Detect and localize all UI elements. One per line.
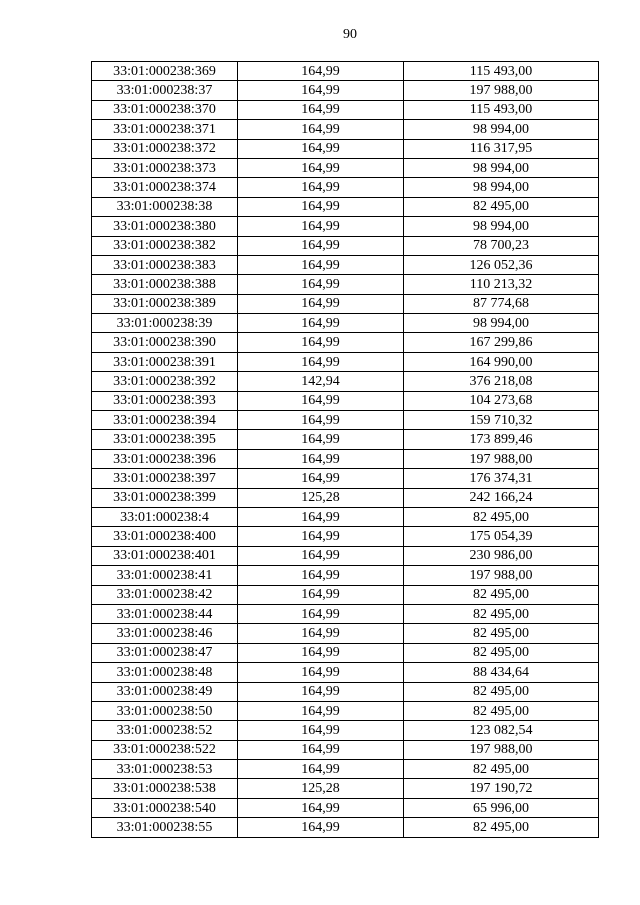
value-cell: 110 213,32 — [404, 275, 599, 294]
table-row — [92, 643, 599, 662]
value-cell: 123 082,54 — [404, 721, 599, 740]
rate-cell: 164,99 — [238, 294, 404, 313]
table-row — [92, 275, 599, 294]
value-cell: 176 374,31 — [404, 469, 599, 488]
value-cell: 78 700,23 — [404, 236, 599, 255]
value-cell: 173 899,46 — [404, 430, 599, 449]
value-cell: 104 273,68 — [404, 391, 599, 410]
rate-cell: 164,99 — [238, 333, 404, 352]
rate-cell: 164,99 — [238, 178, 404, 197]
value-cell: 87 774,68 — [404, 294, 599, 313]
rate-cell: 164,99 — [238, 624, 404, 643]
table-row — [92, 139, 599, 158]
table-row — [92, 81, 599, 100]
table-row — [92, 294, 599, 313]
cadastral-number-cell: 33:01:000238:39 — [92, 314, 238, 333]
rate-cell: 164,99 — [238, 721, 404, 740]
cadastral-number-cell: 33:01:000238:47 — [92, 643, 238, 662]
rate-cell: 164,99 — [238, 120, 404, 139]
cadastral-number-cell: 33:01:000238:390 — [92, 333, 238, 352]
cadastral-number-cell: 33:01:000238:46 — [92, 624, 238, 643]
cadastral-number-cell: 33:01:000238:397 — [92, 469, 238, 488]
table-row — [92, 469, 599, 488]
cadastral-number-cell: 33:01:000238:389 — [92, 294, 238, 313]
table-row — [92, 197, 599, 216]
rate-cell: 164,99 — [238, 100, 404, 119]
cadastral-number-cell: 33:01:000238:380 — [92, 217, 238, 236]
rate-cell: 164,99 — [238, 139, 404, 158]
value-cell: 82 495,00 — [404, 818, 599, 837]
value-cell: 82 495,00 — [404, 585, 599, 604]
value-cell: 65 996,00 — [404, 798, 599, 817]
cadastral-number-cell: 33:01:000238:399 — [92, 488, 238, 507]
rate-cell: 164,99 — [238, 62, 404, 81]
rate-cell: 164,99 — [238, 197, 404, 216]
table-row — [92, 721, 599, 740]
value-cell: 98 994,00 — [404, 217, 599, 236]
rate-cell: 164,99 — [238, 527, 404, 546]
value-cell: 82 495,00 — [404, 701, 599, 720]
cadastral-number-cell: 33:01:000238:4 — [92, 507, 238, 526]
table-row — [92, 566, 599, 585]
rate-cell: 142,94 — [238, 372, 404, 391]
value-cell: 115 493,00 — [404, 62, 599, 81]
cadastral-number-cell: 33:01:000238:371 — [92, 120, 238, 139]
table-row — [92, 585, 599, 604]
rate-cell: 164,99 — [238, 255, 404, 274]
table-row — [92, 527, 599, 546]
cadastral-number-cell: 33:01:000238:37 — [92, 81, 238, 100]
cadastral-number-cell: 33:01:000238:391 — [92, 352, 238, 371]
cadastral-value-table — [91, 61, 599, 838]
value-cell: 197 988,00 — [404, 81, 599, 100]
rate-cell: 164,99 — [238, 449, 404, 468]
value-cell: 82 495,00 — [404, 682, 599, 701]
cadastral-number-cell: 33:01:000238:388 — [92, 275, 238, 294]
table-row — [92, 178, 599, 197]
rate-cell: 164,99 — [238, 391, 404, 410]
cadastral-number-cell: 33:01:000238:383 — [92, 255, 238, 274]
table-row — [92, 604, 599, 623]
table-row — [92, 546, 599, 565]
table-row — [92, 120, 599, 139]
value-cell: 98 994,00 — [404, 178, 599, 197]
value-cell: 197 190,72 — [404, 779, 599, 798]
table-row — [92, 314, 599, 333]
table-row — [92, 372, 599, 391]
cadastral-number-cell: 33:01:000238:372 — [92, 139, 238, 158]
cadastral-number-cell: 33:01:000238:374 — [92, 178, 238, 197]
cadastral-number-cell: 33:01:000238:393 — [92, 391, 238, 410]
cadastral-number-cell: 33:01:000238:53 — [92, 760, 238, 779]
value-cell: 159 710,32 — [404, 411, 599, 430]
table-row — [92, 255, 599, 274]
rate-cell: 164,99 — [238, 275, 404, 294]
cadastral-number-cell: 33:01:000238:395 — [92, 430, 238, 449]
value-cell: 126 052,36 — [404, 255, 599, 274]
cadastral-number-cell: 33:01:000238:41 — [92, 566, 238, 585]
table-row — [92, 779, 599, 798]
rate-cell: 164,99 — [238, 643, 404, 662]
table-row — [92, 818, 599, 837]
cadastral-number-cell: 33:01:000238:392 — [92, 372, 238, 391]
table-row — [92, 217, 599, 236]
rate-cell: 164,99 — [238, 217, 404, 236]
value-cell: 98 994,00 — [404, 158, 599, 177]
value-cell: 82 495,00 — [404, 197, 599, 216]
cadastral-number-cell: 33:01:000238:394 — [92, 411, 238, 430]
value-cell: 242 166,24 — [404, 488, 599, 507]
value-cell: 175 054,39 — [404, 527, 599, 546]
table-row — [92, 449, 599, 468]
cadastral-number-cell: 33:01:000238:42 — [92, 585, 238, 604]
rate-cell: 164,99 — [238, 740, 404, 759]
cadastral-number-cell: 33:01:000238:50 — [92, 701, 238, 720]
cadastral-number-cell: 33:01:000238:52 — [92, 721, 238, 740]
table-row — [92, 488, 599, 507]
table-row — [92, 663, 599, 682]
value-cell: 116 317,95 — [404, 139, 599, 158]
value-cell: 164 990,00 — [404, 352, 599, 371]
rate-cell: 164,99 — [238, 798, 404, 817]
table-row — [92, 740, 599, 759]
value-cell: 82 495,00 — [404, 643, 599, 662]
value-cell: 115 493,00 — [404, 100, 599, 119]
value-cell: 197 988,00 — [404, 566, 599, 585]
value-cell: 82 495,00 — [404, 604, 599, 623]
rate-cell: 164,99 — [238, 585, 404, 604]
rate-cell: 164,99 — [238, 566, 404, 585]
rate-cell: 164,99 — [238, 314, 404, 333]
cadastral-number-cell: 33:01:000238:538 — [92, 779, 238, 798]
cadastral-number-cell: 33:01:000238:49 — [92, 682, 238, 701]
table-row — [92, 391, 599, 410]
table-row — [92, 798, 599, 817]
rate-cell: 164,99 — [238, 236, 404, 255]
table-row — [92, 411, 599, 430]
cadastral-number-cell: 33:01:000238:396 — [92, 449, 238, 468]
rate-cell: 164,99 — [238, 546, 404, 565]
page-number: 90 — [343, 27, 357, 42]
table-row — [92, 507, 599, 526]
value-cell: 167 299,86 — [404, 333, 599, 352]
value-cell: 230 986,00 — [404, 546, 599, 565]
table-body — [92, 62, 599, 838]
value-cell: 82 495,00 — [404, 760, 599, 779]
rate-cell: 164,99 — [238, 663, 404, 682]
table-row — [92, 682, 599, 701]
value-cell: 98 994,00 — [404, 120, 599, 139]
rate-cell: 164,99 — [238, 760, 404, 779]
rate-cell: 164,99 — [238, 430, 404, 449]
table-row — [92, 430, 599, 449]
cadastral-number-cell: 33:01:000238:522 — [92, 740, 238, 759]
cadastral-number-cell: 33:01:000238:44 — [92, 604, 238, 623]
rate-cell: 164,99 — [238, 818, 404, 837]
value-cell: 197 988,00 — [404, 740, 599, 759]
rate-cell: 125,28 — [238, 488, 404, 507]
cadastral-number-cell: 33:01:000238:373 — [92, 158, 238, 177]
rate-cell: 164,99 — [238, 81, 404, 100]
cadastral-number-cell: 33:01:000238:400 — [92, 527, 238, 546]
rate-cell: 164,99 — [238, 352, 404, 371]
table-row — [92, 158, 599, 177]
value-cell: 82 495,00 — [404, 624, 599, 643]
table-row — [92, 333, 599, 352]
table-row — [92, 624, 599, 643]
table-row — [92, 62, 599, 81]
cadastral-number-cell: 33:01:000238:369 — [92, 62, 238, 81]
rate-cell: 125,28 — [238, 779, 404, 798]
rate-cell: 164,99 — [238, 411, 404, 430]
value-cell: 98 994,00 — [404, 314, 599, 333]
table-row — [92, 236, 599, 255]
table-row — [92, 100, 599, 119]
value-cell: 82 495,00 — [404, 507, 599, 526]
rate-cell: 164,99 — [238, 158, 404, 177]
value-cell: 88 434,64 — [404, 663, 599, 682]
cadastral-number-cell: 33:01:000238:48 — [92, 663, 238, 682]
cadastral-number-cell: 33:01:000238:382 — [92, 236, 238, 255]
rate-cell: 164,99 — [238, 701, 404, 720]
cadastral-number-cell: 33:01:000238:38 — [92, 197, 238, 216]
rate-cell: 164,99 — [238, 682, 404, 701]
table-row — [92, 760, 599, 779]
cadastral-number-cell: 33:01:000238:370 — [92, 100, 238, 119]
table-row — [92, 352, 599, 371]
rate-cell: 164,99 — [238, 507, 404, 526]
value-cell: 376 218,08 — [404, 372, 599, 391]
value-cell: 197 988,00 — [404, 449, 599, 468]
rate-cell: 164,99 — [238, 469, 404, 488]
cadastral-number-cell: 33:01:000238:55 — [92, 818, 238, 837]
table-row — [92, 701, 599, 720]
cadastral-number-cell: 33:01:000238:401 — [92, 546, 238, 565]
cadastral-number-cell: 33:01:000238:540 — [92, 798, 238, 817]
rate-cell: 164,99 — [238, 604, 404, 623]
